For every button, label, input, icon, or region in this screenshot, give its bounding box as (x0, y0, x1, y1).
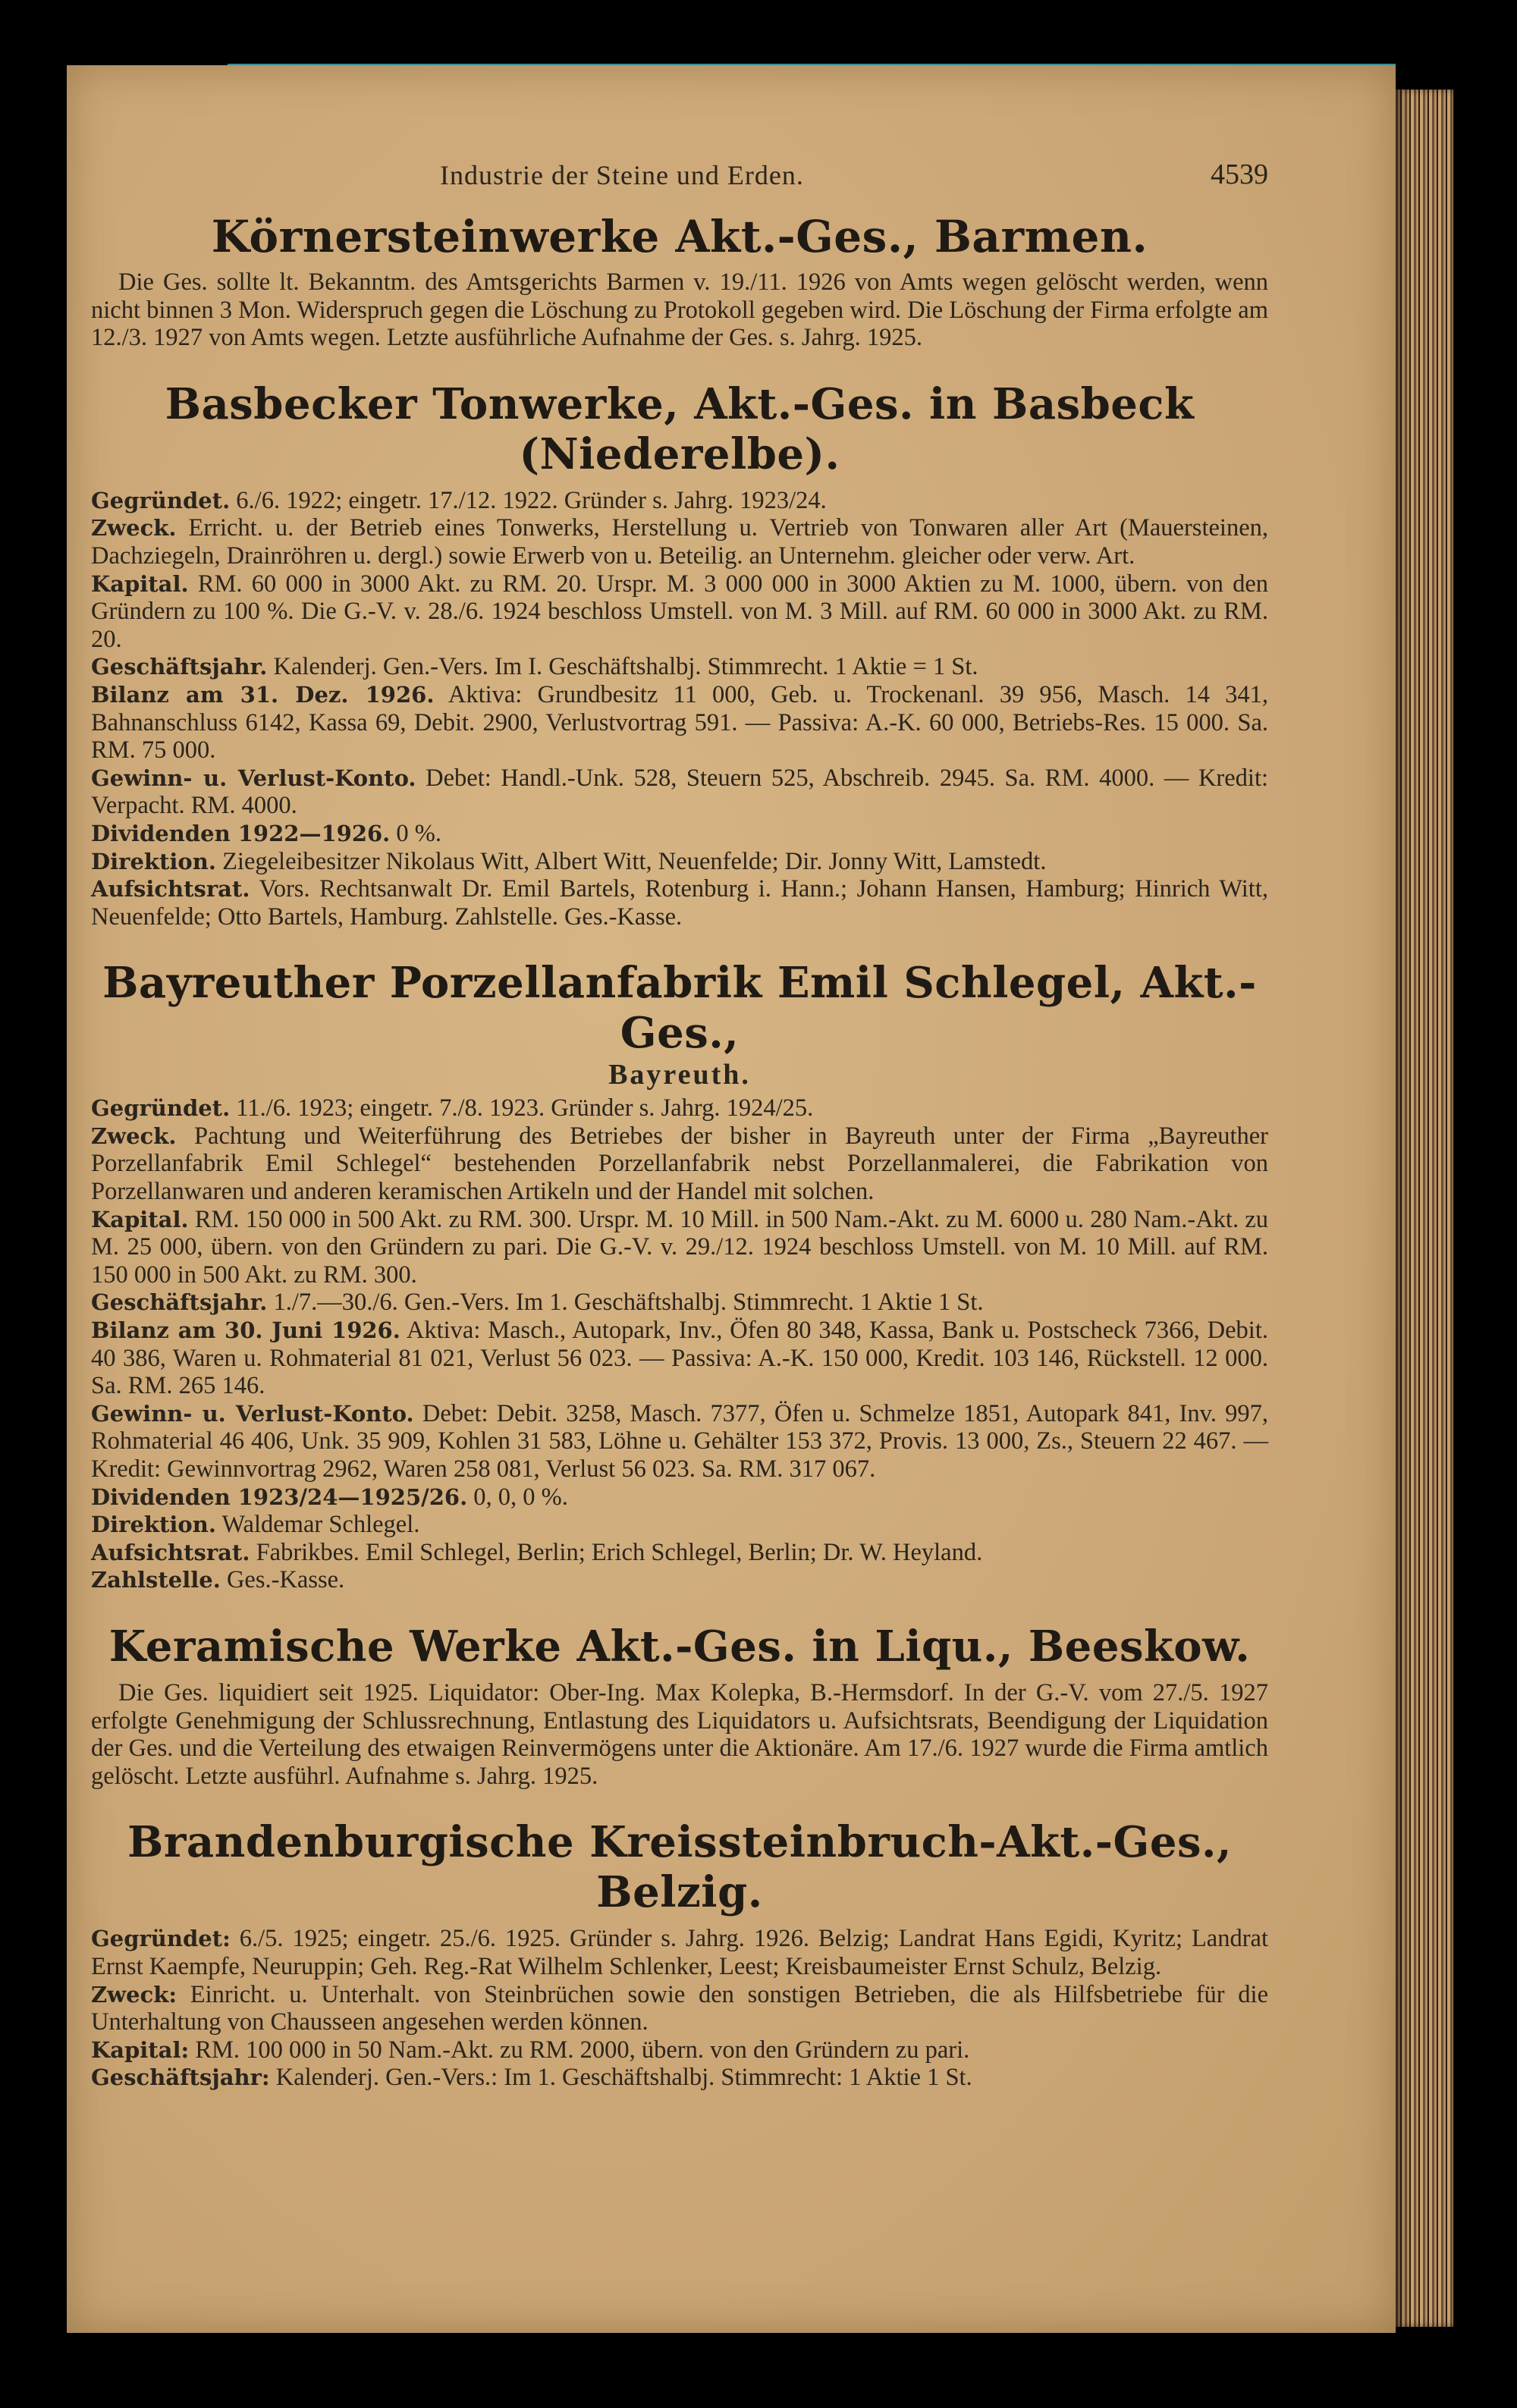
entry-line (91, 653, 1268, 681)
entry-label: Kapital: (91, 2036, 190, 2063)
entry-label: Aufsichtsrat. (91, 876, 250, 903)
entry-line (91, 2064, 1268, 2092)
entry-text: Kalenderj. Gen.-Vers.: Im 1. Geschäftshalbj. Stimmrecht: 1 Aktie 1 St. (275, 2064, 972, 2092)
entry-label: Zweck. (91, 515, 177, 542)
entry-text: RM. 60 000 in 3000 Akt. zu RM. 20. Urspr. M. 3 000 000 in 3000 Aktien zu M. 1000, übern. von den Gründern zu 100 %. Die G.-V. v. 28./6. 1924 beschloss Umstell. von M. 3 Mill. auf RM. 60 000 in 3000 Akt. zu RM. 20. (91, 570, 1269, 653)
entry-label: Direktion. (91, 1512, 216, 1538)
entry-text: 6./6. 1922; eingetr. 17./12. 1922. Gründer s. Jahrg. 1923/24. (236, 486, 827, 514)
entry-text: Erricht. u. der Betrieb eines Tonwerks, Herstellung u. Vertrieb von Tonwaren aller Art (Mauersteinen, Dachziegeln, Drainröhren u. dergl.) sowie Erwerb von u. Beteilig. an Unternehm. gleicher oder verw. Art. (91, 514, 1268, 570)
entry-text: Ges.-Kasse. (226, 1566, 345, 1594)
entry-text: 0, 0, 0 %. (473, 1483, 568, 1511)
entry-line (91, 1925, 1268, 1980)
running-head (91, 144, 1268, 197)
section-paragraph: Die Ges. liquidiert seit 1925. Liquidator: Ober-Ing. Max Kolepka, B.-Hermsdorf. In der G.-V. vom 27./5. 1927 erfolgte Genehmigung der Schlussrechnung, Entlastung des Liquidators u. Aufsichtsrats, Beendigung der Liquidation der Ges. und die Verteilung des etwaigen Reinvermögens unter die Aktionäre. Am 17./6. 1927 wurde die Firma amtlich gelöscht. Letzte ausführl. Aufnahme s. Jahrg. 1925. (91, 1678, 1268, 1790)
entry-line (91, 1566, 1268, 1594)
section-title: Keramische Werke Akt.-Ges. in Liqu., Beeskow. (108, 1621, 1251, 1672)
entry-text: Vors. Rechtsanwalt Dr. Emil Bartels, Rotenburg i. Hann.; Johann Hansen, Hamburg; Hinrich Witt, Neuenfelde; Otto Bartels, Hamburg. Zahlstelle. Ges.-Kasse. (91, 875, 1268, 931)
entry-line (91, 1206, 1268, 1289)
entry-text: RM. 100 000 in 50 Nam.-Akt. zu RM. 2000, übern. von den Gründern zu pari. (195, 2036, 970, 2064)
entry-line (91, 1094, 1268, 1122)
entry-line (91, 487, 1268, 515)
entry-line (91, 681, 1268, 764)
section-title: Basbecker Tonwerke, Akt.-Ges. in Basbeck (Niederelbe). (165, 378, 1195, 479)
entry-label: Kapital. (91, 1206, 189, 1232)
entry-label: Dividenden 1923/24—1925/26. (91, 1483, 468, 1510)
entry-line (91, 1122, 1268, 1206)
entry-label: Bilanz am 31. Dez. 1926. (91, 681, 435, 708)
entry-label: Gewinn- u. Verlust-Konto. (91, 764, 416, 791)
entry-label: Direktion. (91, 848, 216, 874)
entry-label: Aufsichtsrat. (91, 1539, 250, 1565)
entry-text: Aktiva: Grundbesitz 11 000, Geb. u. Trockenanl. 39 956, Masch. 14 341, Bahnanschluss 6142, Kassa 69, Debit. 2900, Verlustvortrag 591. — Passiva: A.-K. 60 000, Betriebs-Res. 15 000. Sa. RM. 75 000. (91, 680, 1268, 764)
entry-bayreuther-porzellanfabrik (91, 958, 1268, 1594)
entry-label: Gegründet: (91, 1926, 231, 1952)
entry-label: Gegründet. (91, 487, 231, 513)
entry-line (91, 514, 1268, 570)
entry-line (91, 1539, 1268, 1567)
entry-text: Aktiva: Masch., Autopark, Inv., Öfen 80 348, Kassa, Bank u. Postscheck 7366, Debit. 40 386, Waren u. Rohmaterial 81 021, Verlust 56 023. — Passiva: A.-K. 150 000, Kredit. 103 146, Rückstell. 12 000. Sa. RM. 265 146. (91, 1317, 1268, 1400)
entry-text: Debet: Handl.-Unk. 528, Steuern 525, Abschreib. 2945. Sa. RM. 4000. — Kredit: Verpacht. RM. 4000. (91, 764, 1268, 820)
entry-text: Fabrikbes. Emil Schlegel, Berlin; Erich Schlegel, Berlin; Dr. W. Heyland. (256, 1538, 983, 1566)
entry-label: Geschäftsjahr. (91, 1289, 268, 1316)
entry-text: 0 %. (396, 819, 441, 847)
entry-text: Einricht. u. Unterhalt. von Steinbrüchen sowie den sonstigen Betrieben, die als Hilfsbetriebe für die Unterhaltung von Chausseen angesehen werden können. (91, 1980, 1268, 2036)
entry-line (91, 1317, 1268, 1400)
entry-line (91, 764, 1268, 820)
entry-basbecker-tonwerke (91, 379, 1268, 931)
entry-koernersteinwerke (91, 211, 1268, 352)
entry-line (91, 1483, 1268, 1512)
page-content (91, 144, 1268, 2092)
entry-label: Kapital. (91, 570, 189, 597)
page-number: 4539 (1211, 159, 1268, 190)
entry-label: Geschäftsjahr: (91, 2064, 270, 2091)
section-title: Körnersteinwerke Akt.-Ges., Barmen. (211, 211, 1148, 262)
entry-text: Waldemar Schlegel. (221, 1511, 420, 1539)
entry-line (91, 875, 1268, 931)
entry-label: Gegründet. (91, 1095, 231, 1122)
entry-label: Zweck. (91, 1122, 177, 1149)
entry-keramische-werke (91, 1622, 1268, 1790)
entry-line (91, 820, 1268, 848)
entry-label: Bilanz am 30. Juni 1926. (91, 1317, 400, 1344)
entry-label: Zweck: (91, 1981, 177, 2008)
entry-line (91, 1511, 1268, 1539)
section-title: Brandenburgische Kreissteinbruch-Akt.-Ges., Belzig. (127, 1817, 1232, 1918)
entry-line (91, 1981, 1268, 2036)
entry-label: Dividenden 1922—1926. (91, 820, 391, 846)
running-head-title: Industrie der Steine und Erden. (440, 160, 804, 190)
entry-text: 11./6. 1923; eingetr. 7./8. 1923. Gründer s. Jahrg. 1924/25. (236, 1094, 814, 1122)
entry-text: Kalenderj. Gen.-Vers. Im I. Geschäftshalbj. Stimmrecht. 1 Aktie = 1 St. (273, 653, 978, 681)
entry-text: 6./5. 1925; eingetr. 25./6. 1925. Gründer s. Jahrg. 1926. Belzig; Landrat Hans Egidi, Kyritz; Landrat Ernst Kaempfe, Neuruppin; Geh. Reg.-Rat Wilhelm Schlenker, Leest; Kreisbaumeister Ernst Schulz, Belzig. (91, 1925, 1269, 1980)
entry-text: Debet: Debit. 3258, Masch. 7377, Öfen u. Schmelze 1851, Autopark 841, Inv. 997, Rohmaterial 46 406, Unk. 35 909, Kohlen 31 583, Löhne u. Gehälter 153 372, Provis. 13 000, Zs., Steuern 22 467. — Kredit: Gewinnvortrag 2962, Waren 258 081, Verlust 56 023. Sa. RM. 317 067. (91, 1399, 1269, 1483)
entry-label: Zahlstelle. (91, 1567, 221, 1593)
page-edge (1396, 89, 1453, 2327)
entry-text: Pachtung und Weiterführung des Betriebes der bisher in Bayreuth unter der Firma „Bayreuther Porzellanfabrik Emil Schlegel“ bestehenden Porzellanfabrik nebst Porzellanmalerei, die Fabrikation von Porzellanwaren und anderen keramischen Artikeln und der Handel mit solchen. (91, 1122, 1268, 1206)
entry-label: Gewinn- u. Verlust-Konto. (91, 1400, 414, 1427)
entry-line (91, 570, 1268, 654)
section-paragraph: Die Ges. sollte lt. Bekanntm. des Amtsgerichts Barmen v. 19./11. 1926 von Amts wegen gelöscht werden, wenn nicht binnen 3 Mon. Widerspruch gegen die Löschung zu Protokoll gegeben wird. Die Löschung der Firma erfolgte am 12./3. 1927 von Amts wegen. Letzte ausführliche Aufnahme der Ges. s. Jahrg. 1925. (91, 268, 1268, 352)
entry-line (91, 848, 1268, 876)
section-title: Bayreuther Porzellanfabrik Emil Schlegel, Akt.-Ges., (102, 958, 1257, 1059)
entry-line (91, 2036, 1268, 2064)
entry-text: Ziegeleibesitzer Nikolaus Witt, Albert Witt, Neuenfelde; Dir. Jonny Witt, Lamstedt. (222, 847, 1047, 875)
section-subtitle: Bayreuth. (608, 1059, 751, 1091)
entry-text: 1./7.—30./6. Gen.-Vers. Im 1. Geschäftshalbj. Stimmrecht. 1 Aktie 1 St. (273, 1289, 984, 1317)
entry-line (91, 1289, 1268, 1317)
entry-label: Geschäftsjahr. (91, 654, 268, 680)
entry-line (91, 1400, 1268, 1483)
entry-brandenburgische-kreissteinbruch (91, 1817, 1268, 2092)
entry-text: RM. 150 000 in 500 Akt. zu RM. 300. Urspr. M. 10 Mill. in 500 Nam.-Akt. zu M. 6000 u. 280 Nam.-Akt. zu M. 25 000, übern. von den Gründern zu pari. Die G.-V. v. 29./12. 1924 beschloss Umstell. von M. 10 Mill. auf RM. 150 000 in 500 Akt. zu RM. 300. (91, 1205, 1268, 1289)
